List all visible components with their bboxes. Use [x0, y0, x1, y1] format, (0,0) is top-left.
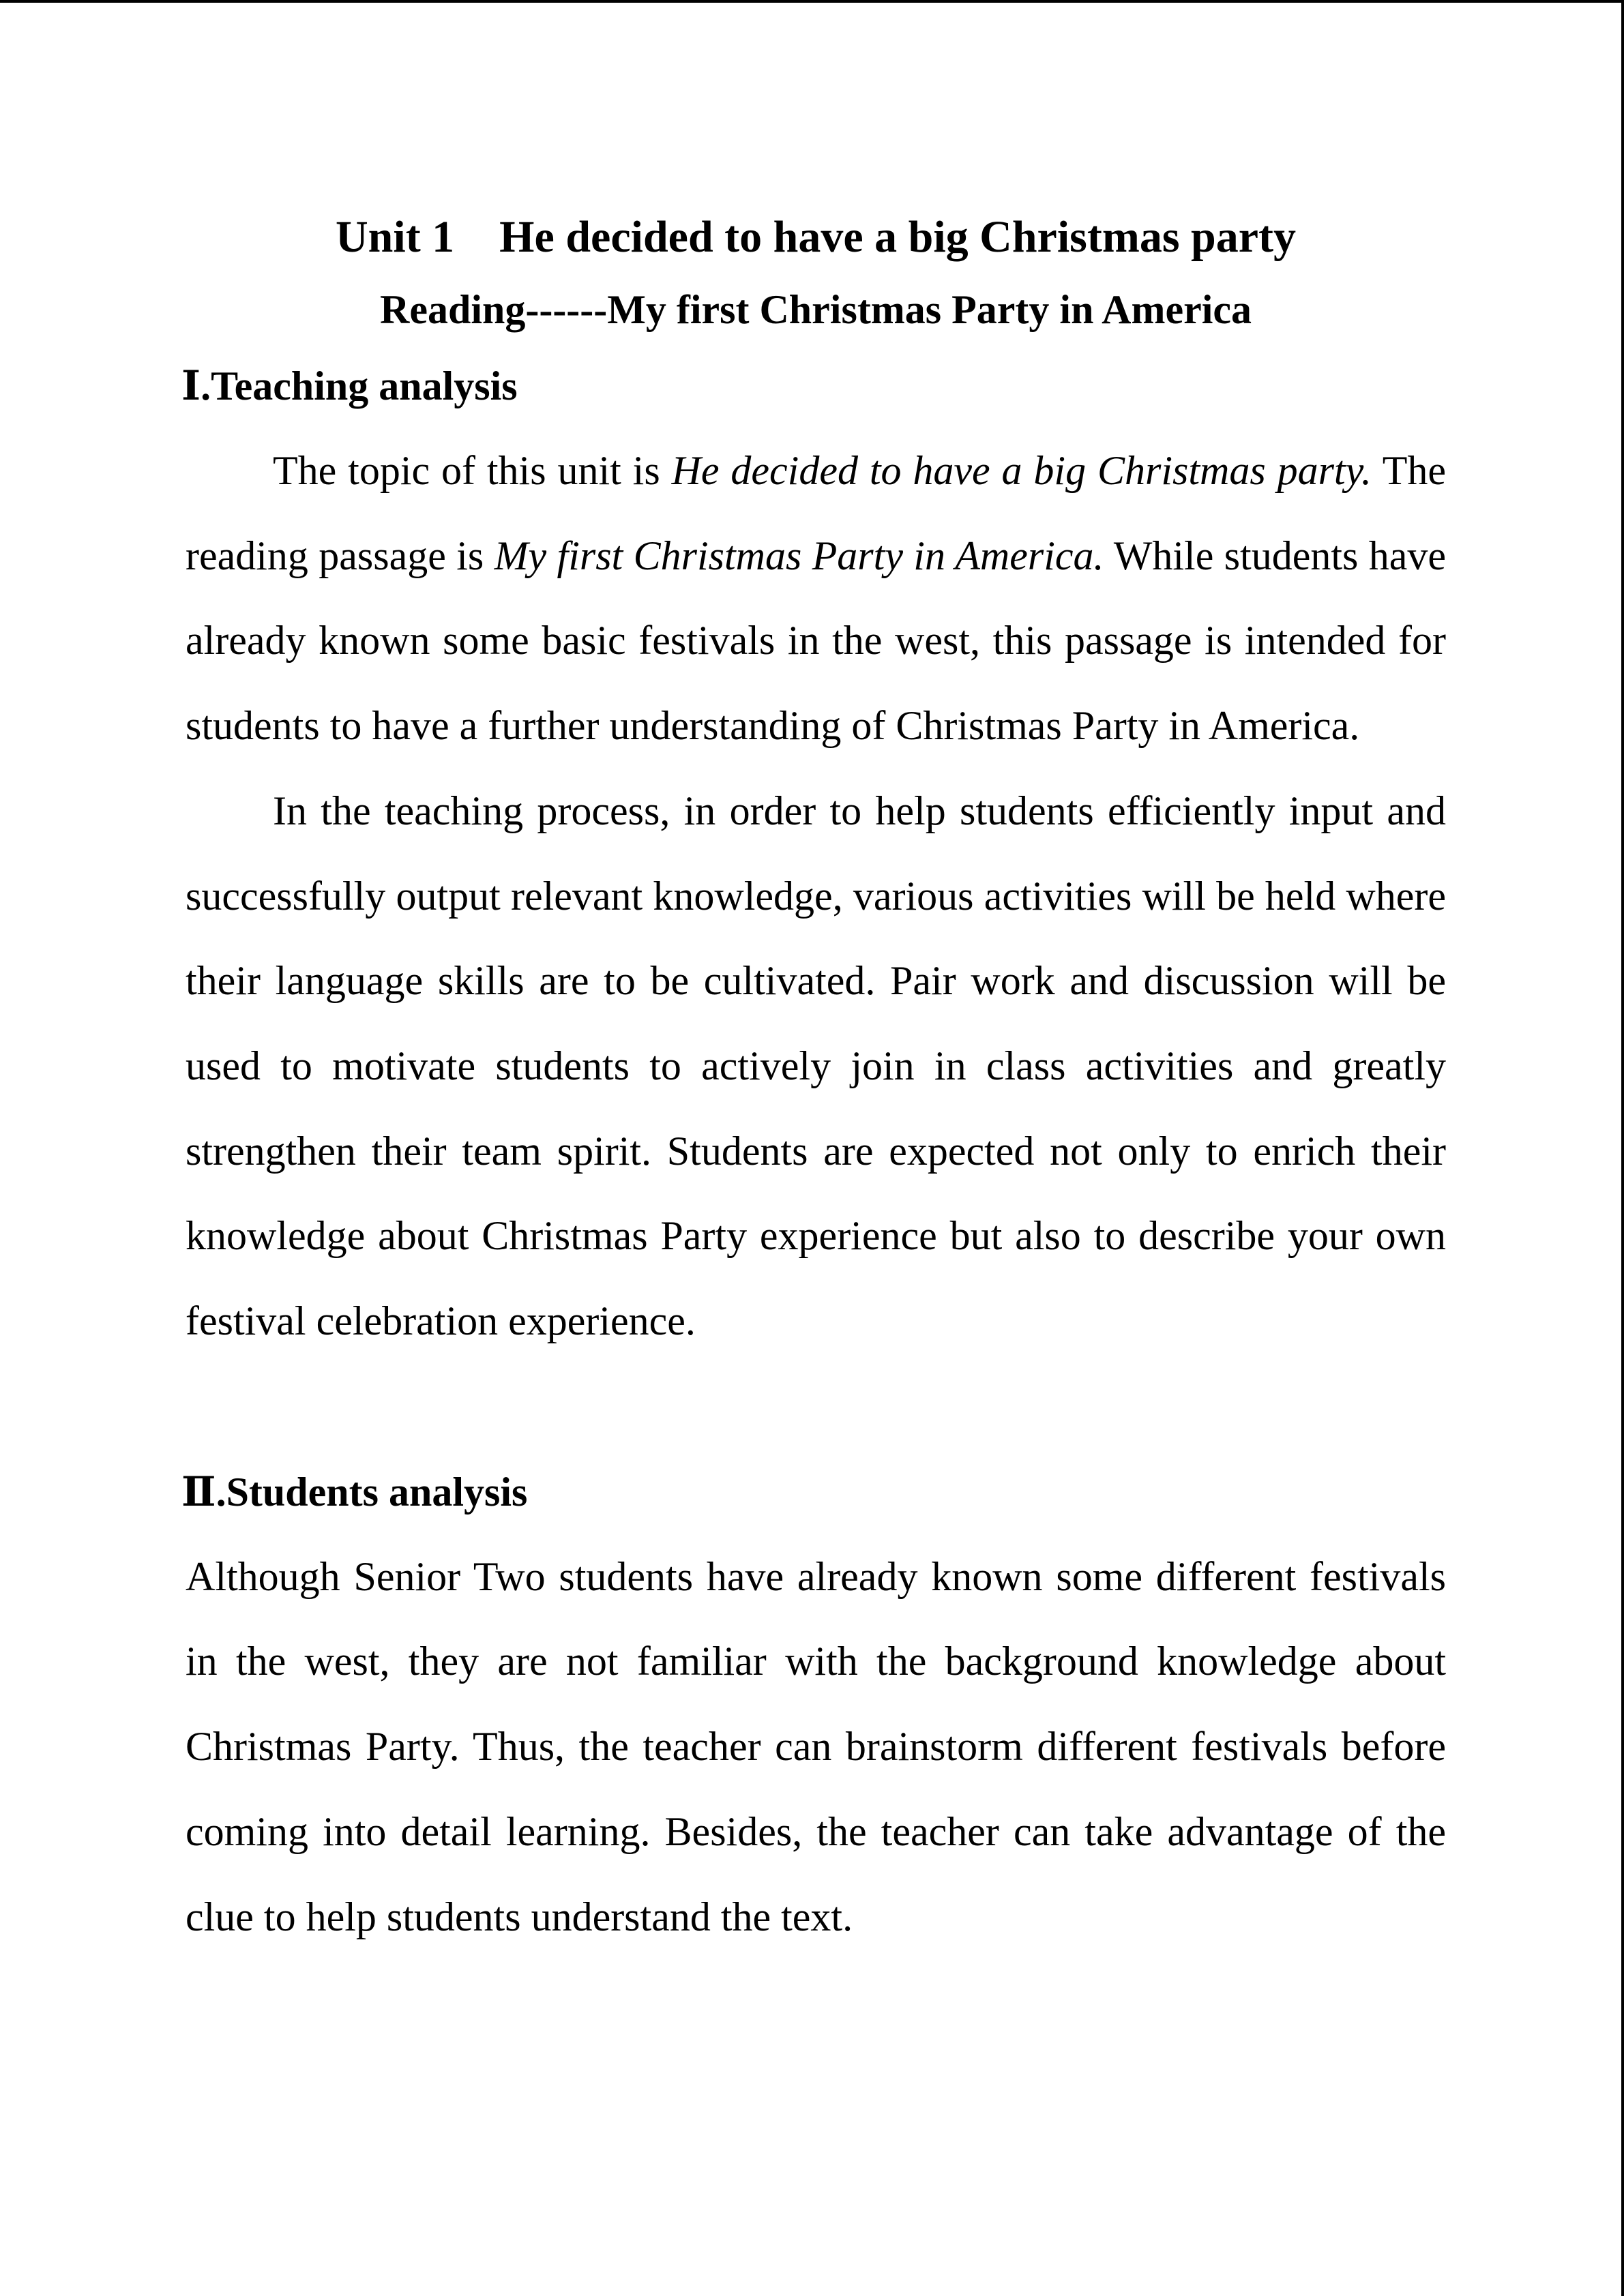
paragraph-text: The reading passage is [186, 448, 1446, 578]
paragraph-topic [186, 428, 1446, 769]
top-border-line [0, 0, 1624, 3]
paragraph-text: The topic of this unit is [273, 448, 672, 493]
section-heading-students-analysis: Ⅱ.Students analysis [181, 1469, 528, 1515]
section-spacer [186, 1364, 1446, 1450]
unit-topic-italic: He decided to have a big Christmas party. [671, 448, 1372, 493]
section-heading-teaching-analysis: Ⅰ.Teaching analysis [181, 363, 518, 408]
section-teaching-analysis [181, 344, 1446, 1364]
document-subtitle: Reading------My first Christmas Party in America [379, 287, 1252, 332]
document-title: Unit 1 He decided to have a big Christmas party [336, 212, 1296, 262]
paragraph-text: While students have already known some basic festivals in the west, this passage is intended for students to have a further understanding of Christmas Party in America. [186, 533, 1446, 749]
document-page [181, 205, 1446, 1959]
reading-title-italic: My first Christmas Party in America. [494, 533, 1104, 578]
right-border-line [1621, 0, 1624, 2296]
paragraph-teaching-process: In the teaching process, in order to help students efficiently input and successfully output relevant knowledge, various activities will be held where their language skills are to be cultivated. Pair work and discussion will be used to motivate students to actively join in class activities and greatly strengthen their team spirit. Students are expected not only to enrich their knowledge about Christmas Party experience but also to describe your own festival celebration experience. [186, 788, 1446, 1344]
paragraph-students-analysis: Although Senior Two students have already known some different festivals in the west, they are not familiar with the background knowledge about Christmas Party. Thus, the teacher can brainstorm different festivals before coming into detail learning. Besides, the teacher can take advantage of the clue to help students understand the text. [186, 1553, 1446, 1939]
section-students-analysis [181, 1450, 1446, 1960]
